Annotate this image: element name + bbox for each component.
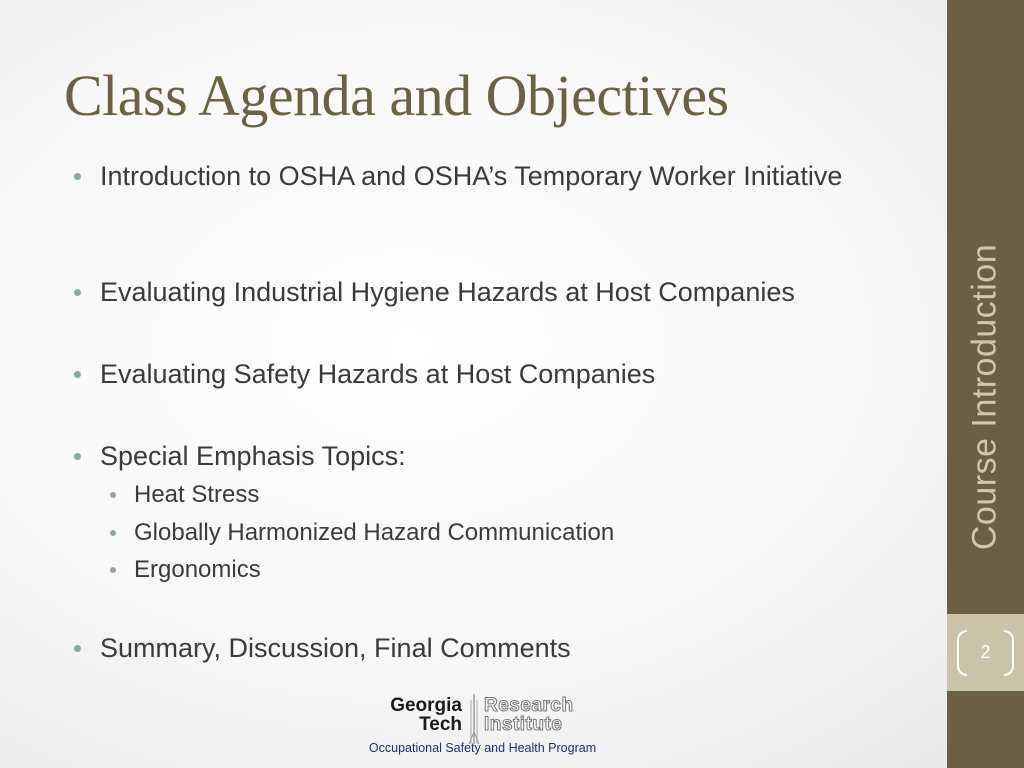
agenda-item bbox=[72, 358, 912, 391]
program-name: Occupational Safety and Health Program bbox=[368, 741, 597, 755]
slide-title: Class Agenda and Objectives bbox=[64, 63, 729, 128]
bullet-icon bbox=[110, 567, 116, 573]
section-label-text: Course Introduction bbox=[965, 243, 1004, 551]
tower-icon bbox=[467, 694, 481, 744]
agenda-item bbox=[72, 160, 912, 193]
bullet-icon bbox=[110, 530, 116, 536]
bullet-icon bbox=[110, 492, 116, 498]
agenda-sub-item bbox=[108, 518, 614, 548]
logo-institute: Institute bbox=[484, 714, 563, 735]
agenda-item-text: Evaluating Safety Hazards at Host Companies bbox=[100, 359, 656, 389]
agenda-item bbox=[72, 440, 912, 473]
agenda-item-text: Evaluating Industrial Hygiene Hazards at Host Companies bbox=[100, 277, 795, 307]
agenda-sub-item-text: Ergonomics bbox=[134, 556, 261, 583]
section-label bbox=[947, 0, 1024, 610]
logo-tech: Tech bbox=[419, 714, 462, 735]
agenda-item bbox=[72, 276, 912, 309]
bullet-icon bbox=[74, 289, 81, 296]
bullet-icon bbox=[74, 371, 81, 378]
logo-research: Research bbox=[484, 695, 574, 716]
logo-right-text bbox=[484, 696, 574, 734]
bullet-icon bbox=[74, 453, 81, 460]
right-brace-icon bbox=[1004, 630, 1014, 676]
logo-left-text bbox=[370, 696, 462, 734]
agenda-sub-item bbox=[108, 555, 261, 585]
agenda-sub-item-text: Heat Stress bbox=[134, 481, 260, 508]
agenda-sub-item bbox=[108, 480, 259, 510]
agenda-item-text: Summary, Discussion, Final Comments bbox=[100, 633, 571, 663]
logo-georgia: Georgia bbox=[390, 695, 462, 716]
agenda-item bbox=[72, 632, 912, 665]
agenda-sub-item-text: Globally Harmonized Hazard Communication bbox=[134, 519, 615, 546]
georgia-tech-research-institute-logo bbox=[370, 694, 590, 744]
agenda-item-text: Introduction to OSHA and OSHA’s Temporary Worker Initiative bbox=[100, 161, 843, 191]
bullet-icon bbox=[74, 645, 81, 652]
agenda-item-text: Special Emphasis Topics: bbox=[100, 441, 406, 471]
bullet-icon bbox=[74, 173, 81, 180]
page-number-box bbox=[947, 614, 1024, 691]
page-number: 2 bbox=[980, 642, 991, 662]
